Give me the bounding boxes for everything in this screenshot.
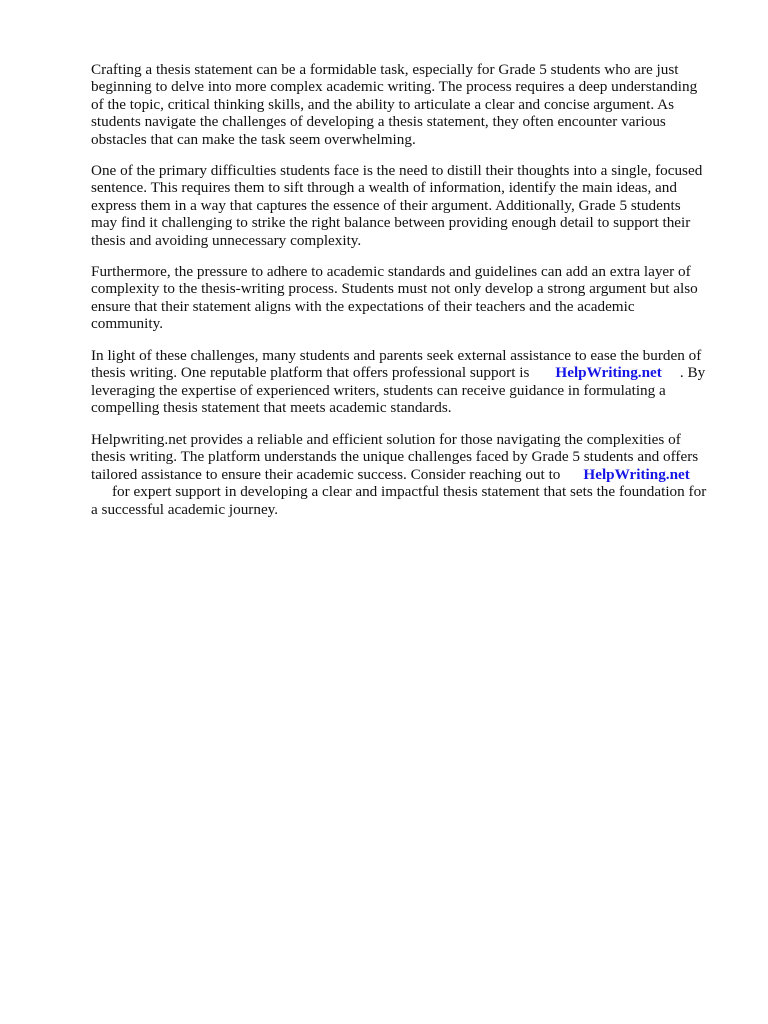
paragraph-5-line-4 [91, 483, 721, 500]
paragraph-4 [91, 347, 721, 417]
paragraph-4-line-2-text: thesis writing. One reputable platform that offers professional support is [91, 364, 530, 382]
helpwriting-link-2[interactable]: HelpWriting.net [583, 465, 690, 483]
paragraph-5-line-4-text: for expert support in developing a clear and impactful thesis statement that sets the foundation for [112, 483, 707, 501]
paragraph-2 [91, 162, 721, 249]
paragraph-5-line-2: thesis writing. The platform understands the unique challenges faced by Grade 5 students and offers [91, 448, 699, 466]
paragraph-5-line-5: a successful academic journey. [91, 500, 279, 518]
paragraph-1-line-4: students navigate the challenges of developing a thesis statement, they often encounter various [91, 113, 666, 131]
paragraph-3 [91, 263, 721, 333]
paragraph-5-line-3-text: tailored assistance to ensure their academic success. Consider reaching out to [91, 465, 561, 483]
paragraph-4-line-4: compelling thesis statement that meets academic standards. [91, 399, 452, 417]
paragraph-2-line-4: may find it challenging to strike the right balance between providing enough detail to support their [91, 214, 691, 232]
paragraph-1-line-3: of the topic, critical thinking skills, and the ability to articulate a clear and concise argument. As [91, 95, 674, 113]
paragraph-5 [91, 431, 721, 518]
paragraph-3-line-3: ensure that their statement aligns with the expectations of their teachers and the academic [91, 297, 635, 315]
paragraph-2-line-3: express them in a way that captures the essence of their argument. Additionally, Grade 5 students [91, 196, 681, 214]
paragraph-3-line-2: complexity to the thesis-writing process. Students must not only develop a strong argument but also [91, 280, 698, 298]
paragraph-4-line-2 [91, 364, 721, 381]
paragraph-2-line-1: One of the primary difficulties students face is the need to distill their thoughts into a single, focused [91, 162, 703, 179]
paragraph-1 [91, 61, 721, 148]
paragraph-2-line-2: sentence. This requires them to sift through a wealth of information, identify the main ideas, and [91, 179, 677, 197]
paragraph-3-line-1: Furthermore, the pressure to adhere to academic standards and guidelines can add an extra layer of [91, 263, 691, 280]
paragraph-4-line-2-tail: . By [679, 364, 706, 382]
paragraph-1-line-1: Crafting a thesis statement can be a formidable task, especially for Grade 5 students who are just [91, 61, 679, 78]
paragraph-1-line-5: obstacles that can make the task seem overwhelming. [91, 130, 416, 148]
paragraph-4-line-1: In light of these challenges, many students and parents seek external assistance to ease the burden of [91, 347, 702, 364]
paragraph-5-line-1: Helpwriting.net provides a reliable and efficient solution for those navigating the complexities of [91, 431, 681, 448]
paragraph-4-line-3: leveraging the expertise of experienced writers, students can receive guidance in formulating a [91, 381, 666, 399]
paragraph-1-line-2: beginning to delve into more complex academic writing. The process requires a deep understanding [91, 78, 698, 96]
paragraph-3-line-4: community. [91, 315, 163, 333]
paragraph-2-line-5: thesis and avoiding unnecessary complexity. [91, 231, 362, 249]
paragraph-5-line-3 [91, 466, 721, 483]
helpwriting-link-1[interactable]: HelpWriting.net [555, 364, 662, 382]
